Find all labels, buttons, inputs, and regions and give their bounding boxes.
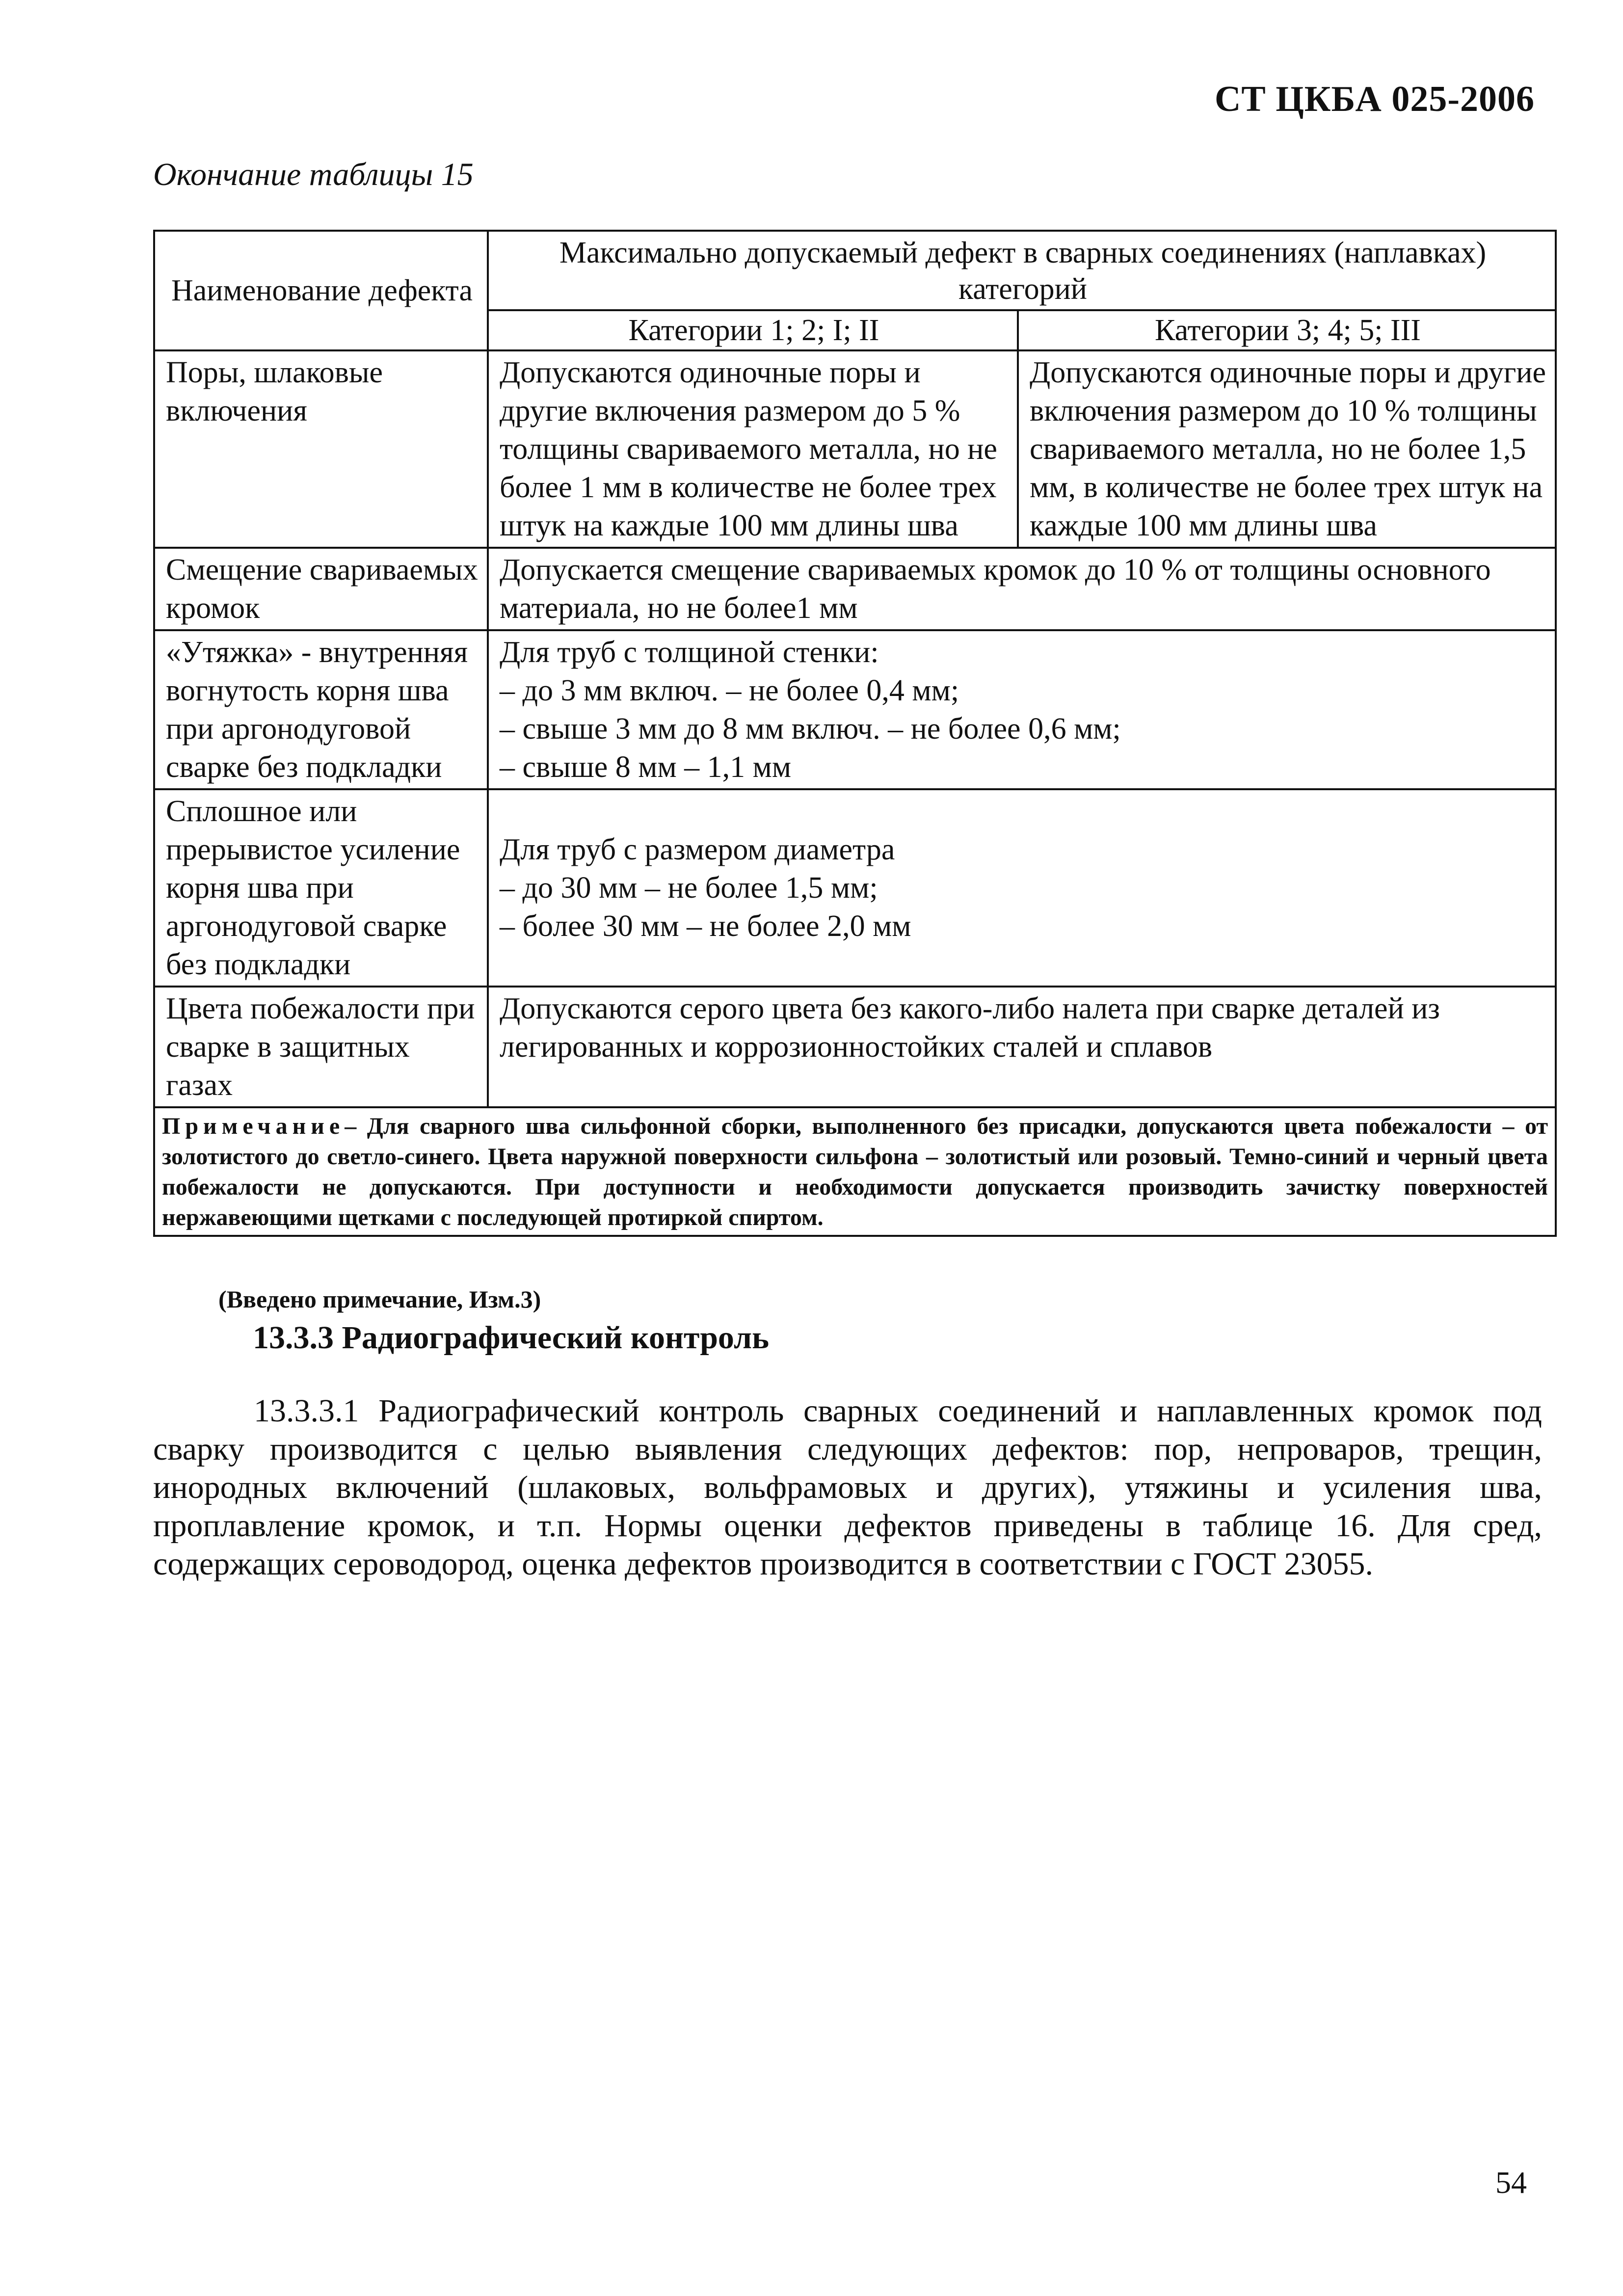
requirement-cell: Для труб с размером диаметра – до 30 мм – не более 1,5 мм; – более 30 мм – не более 2,0 мм	[488, 789, 1556, 987]
document-code: СТ ЦКБА 025-2006	[1214, 79, 1535, 119]
defect-name-cell: Поры, шлаковые включения	[154, 350, 488, 548]
note-text: – Для сварного шва сильфонной сборки, выполненного без присадки, допускаются цвета побежалости – от золотистого до светло-синего. Цвета наружной поверхности сильфона – золотистый или розовый. Темно-синий и черный цвета побежалости не допускаются. При доступности и необходимости допускается производить зачистку поверхностей нержавеющими щетками с последующей протиркой спиртом.	[162, 1113, 1548, 1230]
header-category-b: Категории 3; 4; 5; III	[1018, 310, 1556, 350]
table-row	[154, 548, 1556, 630]
table-row	[154, 987, 1556, 1107]
category-b-cell: Допускаются одиночные поры и другие включения размером до 10 % толщины свариваемого металла, но не более 1,5 мм, в количестве не более трех штук на каждые 100 мм длины шва	[1018, 350, 1556, 548]
defect-name-cell: Сплошное или прерывистое усиление корня шва при аргонодуговой сварке без подкладки	[154, 789, 488, 987]
note-prefix: Примечание	[162, 1113, 345, 1139]
table-row	[154, 350, 1556, 548]
defect-table	[153, 230, 1557, 1237]
header-max-defect: Максимально допускаемый дефект в сварных соединениях (наплавках) категорий	[488, 231, 1556, 310]
defect-name-cell: Цвета побежалости при сварке в защитных газах	[154, 987, 488, 1107]
table-row	[154, 630, 1556, 789]
body-paragraph: 13.3.3.1 Радиографический контроль сварных соединений и наплавленных кромок под сварку производится с целью выявления следующих дефектов: пор, непроваров, трещин, инородных включений (шлаковых, вольфрамовых и других), утяжины и усиления шва, проплавление кромок, и т.п. Нормы оценки дефектов приведены в таблице 16. Для сред, содержащих сероводород, оценка дефектов производится в соответствии с ГОСТ 23055.	[153, 1393, 1542, 1582]
table-caption: Окончание таблицы 15	[153, 157, 474, 192]
defect-name-cell: «Утяжка» - внутренняя вогнутость корня шва при аргонодуговой сварке без подкладки	[154, 630, 488, 789]
table-row	[154, 789, 1556, 987]
table-note	[154, 1107, 1556, 1236]
requirement-cell: Допускается смещение свариваемых кромок до 10 % от толщины основного материала, но не более1 мм	[488, 548, 1556, 630]
section-heading: 13.3.3 Радиографический контроль	[253, 1320, 769, 1356]
table-header-row	[154, 231, 1556, 310]
requirement-cell: Допускаются серого цвета без какого-либо налета при сварке деталей из легированных и коррозионностойких сталей и сплавов	[488, 987, 1556, 1107]
amendment-note: (Введено примечание, Изм.3)	[218, 1285, 541, 1313]
defect-name-cell: Смещение свариваемых кромок	[154, 548, 488, 630]
table-note-row	[154, 1107, 1556, 1236]
header-category-a: Категории 1; 2; I; II	[488, 310, 1018, 350]
header-defect-name: Наименование дефекта	[154, 231, 488, 350]
requirement-cell: Для труб с толщиной стенки: – до 3 мм включ. – не более 0,4 мм; – свыше 3 мм до 8 мм включ. – не более 0,6 мм; – свыше 8 мм – 1,1 мм	[488, 630, 1556, 789]
page-number: 54	[1495, 2165, 1527, 2200]
category-a-cell: Допускаются одиночные поры и другие включения размером до 5 % толщины свариваемого металла, но не более 1 мм в количестве не более трех штук на каждые 100 мм длины шва	[488, 350, 1018, 548]
